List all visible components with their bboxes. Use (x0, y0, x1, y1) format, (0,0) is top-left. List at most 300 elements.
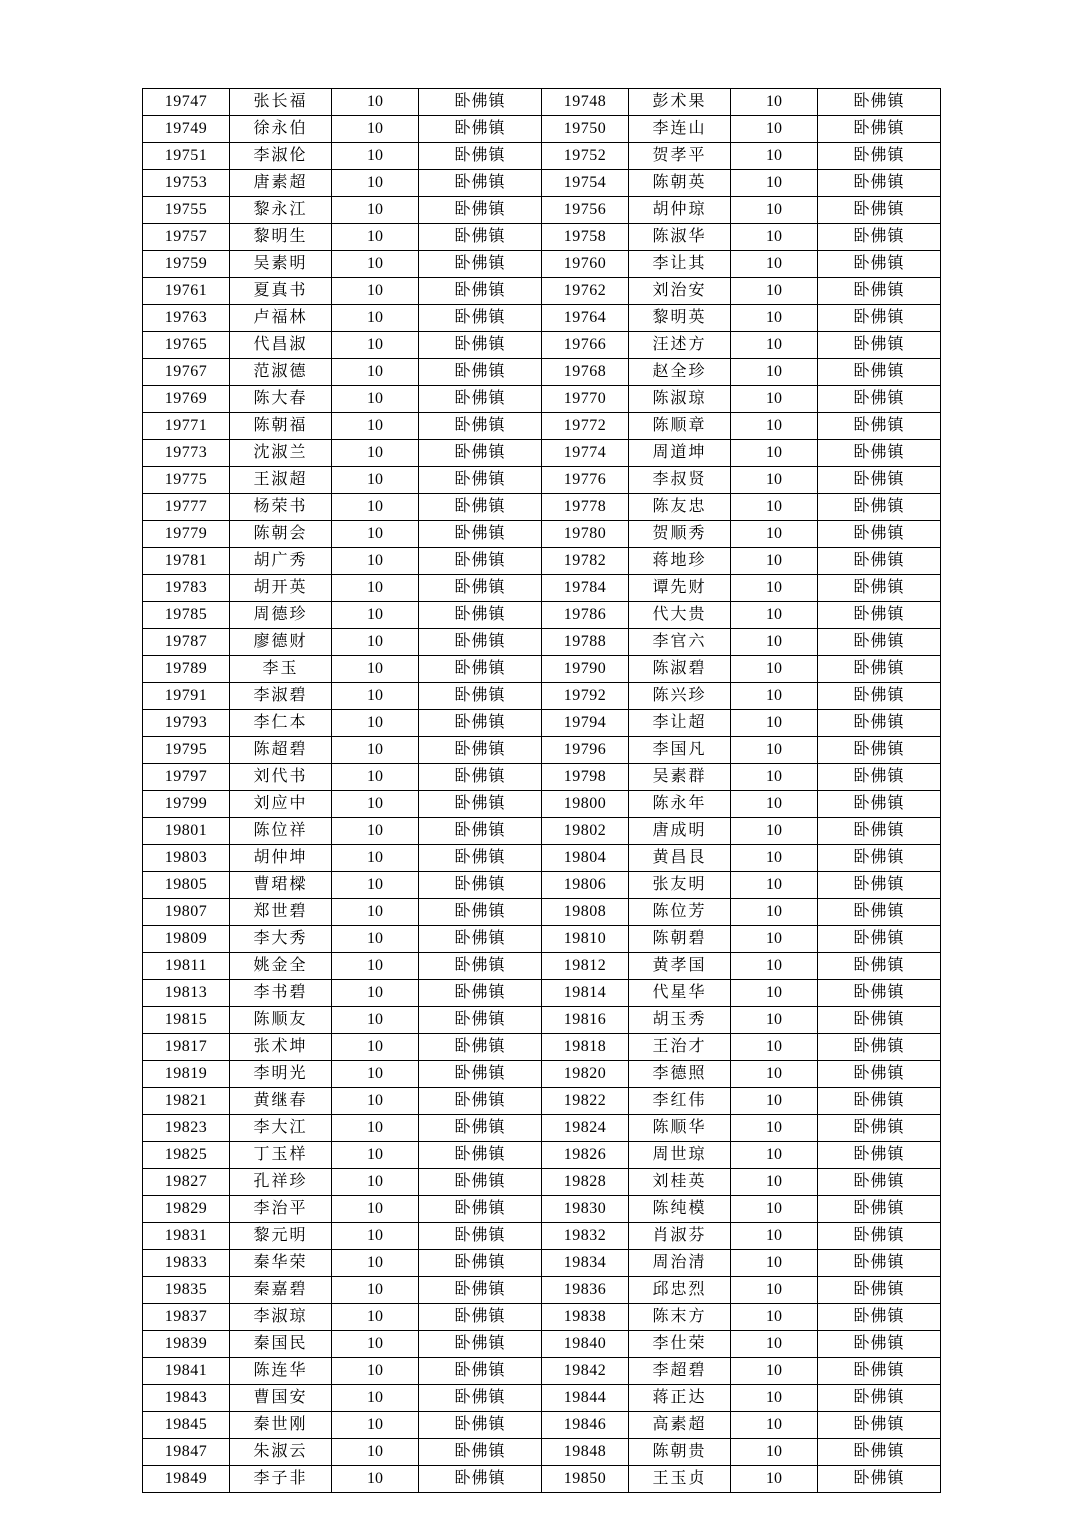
cell-town: 卧佛镇 (818, 143, 941, 170)
cell-id: 19848 (542, 1439, 629, 1466)
table-row (143, 1385, 941, 1412)
cell-name: 陈朝福 (230, 413, 332, 440)
cell-name: 李玉 (230, 656, 332, 683)
cell-id: 19828 (542, 1169, 629, 1196)
cell-name: 周德珍 (230, 602, 332, 629)
cell-id: 19782 (542, 548, 629, 575)
table-row (143, 845, 941, 872)
cell-id: 19766 (542, 332, 629, 359)
cell-quantity: 10 (332, 1412, 419, 1439)
table-row (143, 251, 941, 278)
cell-name: 张友明 (629, 872, 731, 899)
cell-id: 19843 (143, 1385, 230, 1412)
cell-quantity: 10 (731, 386, 818, 413)
table-row (143, 656, 941, 683)
cell-name: 陈朝会 (230, 521, 332, 548)
cell-town: 卧佛镇 (818, 521, 941, 548)
cell-name: 陈淑碧 (629, 656, 731, 683)
cell-quantity: 10 (731, 1169, 818, 1196)
cell-town: 卧佛镇 (419, 1223, 542, 1250)
cell-name: 杨荣书 (230, 494, 332, 521)
cell-id: 19837 (143, 1304, 230, 1331)
cell-id: 19850 (542, 1466, 629, 1493)
cell-id: 19758 (542, 224, 629, 251)
cell-quantity: 10 (731, 1250, 818, 1277)
cell-name: 高素超 (629, 1412, 731, 1439)
roster-table-body (143, 89, 941, 1493)
cell-town: 卧佛镇 (419, 845, 542, 872)
cell-town: 卧佛镇 (419, 575, 542, 602)
cell-quantity: 10 (731, 764, 818, 791)
cell-town: 卧佛镇 (818, 1304, 941, 1331)
cell-town: 卧佛镇 (419, 1412, 542, 1439)
table-row (143, 1358, 941, 1385)
cell-quantity: 10 (332, 278, 419, 305)
table-row (143, 737, 941, 764)
cell-name: 刘治安 (629, 278, 731, 305)
table-row (143, 899, 941, 926)
cell-name: 黎明生 (230, 224, 332, 251)
table-row (143, 1223, 941, 1250)
cell-id: 19771 (143, 413, 230, 440)
cell-town: 卧佛镇 (419, 359, 542, 386)
cell-quantity: 10 (332, 1061, 419, 1088)
cell-quantity: 10 (332, 818, 419, 845)
cell-name: 李大秀 (230, 926, 332, 953)
cell-name: 陈纯模 (629, 1196, 731, 1223)
cell-id: 19824 (542, 1115, 629, 1142)
cell-town: 卧佛镇 (818, 1385, 941, 1412)
cell-quantity: 10 (731, 1385, 818, 1412)
cell-town: 卧佛镇 (818, 116, 941, 143)
table-row (143, 1115, 941, 1142)
table-row (143, 1304, 941, 1331)
cell-town: 卧佛镇 (818, 1223, 941, 1250)
cell-name: 胡广秀 (230, 548, 332, 575)
cell-town: 卧佛镇 (419, 1169, 542, 1196)
table-row (143, 1142, 941, 1169)
cell-name: 吴素明 (230, 251, 332, 278)
cell-quantity: 10 (731, 143, 818, 170)
cell-quantity: 10 (731, 818, 818, 845)
cell-name: 陈兴珍 (629, 683, 731, 710)
cell-id: 19780 (542, 521, 629, 548)
cell-id: 19752 (542, 143, 629, 170)
cell-quantity: 10 (731, 197, 818, 224)
cell-quantity: 10 (731, 629, 818, 656)
cell-quantity: 10 (731, 791, 818, 818)
cell-name: 黄孝国 (629, 953, 731, 980)
cell-town: 卧佛镇 (818, 791, 941, 818)
cell-name: 徐永伯 (230, 116, 332, 143)
cell-quantity: 10 (731, 872, 818, 899)
cell-id: 19803 (143, 845, 230, 872)
cell-town: 卧佛镇 (419, 413, 542, 440)
cell-name: 陈淑琼 (629, 386, 731, 413)
cell-name: 刘代书 (230, 764, 332, 791)
cell-id: 19833 (143, 1250, 230, 1277)
cell-name: 周道坤 (629, 440, 731, 467)
cell-name: 李叔贤 (629, 467, 731, 494)
cell-town: 卧佛镇 (419, 1250, 542, 1277)
cell-name: 胡玉秀 (629, 1007, 731, 1034)
cell-id: 19797 (143, 764, 230, 791)
cell-quantity: 10 (731, 440, 818, 467)
cell-id: 19792 (542, 683, 629, 710)
cell-id: 19748 (542, 89, 629, 116)
cell-quantity: 10 (731, 1358, 818, 1385)
cell-id: 19750 (542, 116, 629, 143)
cell-name: 唐素超 (230, 170, 332, 197)
cell-name: 陈末方 (629, 1304, 731, 1331)
cell-quantity: 10 (731, 575, 818, 602)
table-row (143, 710, 941, 737)
cell-name: 秦世刚 (230, 1412, 332, 1439)
cell-id: 19749 (143, 116, 230, 143)
cell-quantity: 10 (731, 224, 818, 251)
cell-name: 陈朝贵 (629, 1439, 731, 1466)
cell-id: 19753 (143, 170, 230, 197)
cell-quantity: 10 (731, 1115, 818, 1142)
cell-id: 19768 (542, 359, 629, 386)
cell-id: 19765 (143, 332, 230, 359)
cell-id: 19845 (143, 1412, 230, 1439)
cell-quantity: 10 (332, 332, 419, 359)
cell-id: 19805 (143, 872, 230, 899)
table-row (143, 1007, 941, 1034)
cell-id: 19759 (143, 251, 230, 278)
cell-name: 王玉贞 (629, 1466, 731, 1493)
cell-quantity: 10 (731, 1223, 818, 1250)
table-row (143, 413, 941, 440)
cell-id: 19806 (542, 872, 629, 899)
cell-quantity: 10 (731, 170, 818, 197)
cell-quantity: 10 (332, 116, 419, 143)
cell-town: 卧佛镇 (818, 440, 941, 467)
cell-town: 卧佛镇 (818, 1115, 941, 1142)
cell-id: 19777 (143, 494, 230, 521)
table-row (143, 197, 941, 224)
cell-id: 19788 (542, 629, 629, 656)
cell-name: 丁玉样 (230, 1142, 332, 1169)
cell-quantity: 10 (731, 656, 818, 683)
cell-town: 卧佛镇 (818, 305, 941, 332)
cell-town: 卧佛镇 (419, 170, 542, 197)
cell-id: 19827 (143, 1169, 230, 1196)
cell-quantity: 10 (332, 1169, 419, 1196)
cell-quantity: 10 (332, 548, 419, 575)
cell-quantity: 10 (332, 1331, 419, 1358)
table-row (143, 278, 941, 305)
cell-id: 19769 (143, 386, 230, 413)
cell-quantity: 10 (332, 872, 419, 899)
cell-id: 19810 (542, 926, 629, 953)
cell-id: 19779 (143, 521, 230, 548)
cell-town: 卧佛镇 (419, 386, 542, 413)
cell-name: 卢福林 (230, 305, 332, 332)
cell-quantity: 10 (332, 413, 419, 440)
cell-name: 王淑超 (230, 467, 332, 494)
cell-id: 19846 (542, 1412, 629, 1439)
cell-town: 卧佛镇 (818, 710, 941, 737)
cell-id: 19772 (542, 413, 629, 440)
table-row (143, 629, 941, 656)
cell-quantity: 10 (332, 1034, 419, 1061)
cell-town: 卧佛镇 (419, 143, 542, 170)
cell-quantity: 10 (731, 1331, 818, 1358)
cell-name: 李治平 (230, 1196, 332, 1223)
table-row (143, 332, 941, 359)
cell-id: 19764 (542, 305, 629, 332)
table-row (143, 1169, 941, 1196)
cell-town: 卧佛镇 (419, 440, 542, 467)
cell-quantity: 10 (332, 791, 419, 818)
table-row (143, 1412, 941, 1439)
cell-quantity: 10 (731, 1412, 818, 1439)
cell-quantity: 10 (731, 1304, 818, 1331)
cell-town: 卧佛镇 (419, 1061, 542, 1088)
cell-id: 19784 (542, 575, 629, 602)
cell-name: 陈位芳 (629, 899, 731, 926)
cell-name: 李国凡 (629, 737, 731, 764)
table-row (143, 1034, 941, 1061)
cell-id: 19822 (542, 1088, 629, 1115)
cell-name: 刘应中 (230, 791, 332, 818)
cell-name: 黄继春 (230, 1088, 332, 1115)
cell-name: 李书碧 (230, 980, 332, 1007)
cell-town: 卧佛镇 (818, 845, 941, 872)
cell-id: 19791 (143, 683, 230, 710)
cell-town: 卧佛镇 (419, 899, 542, 926)
cell-quantity: 10 (332, 845, 419, 872)
cell-id: 19811 (143, 953, 230, 980)
cell-quantity: 10 (332, 467, 419, 494)
cell-quantity: 10 (332, 1277, 419, 1304)
cell-town: 卧佛镇 (419, 1142, 542, 1169)
cell-quantity: 10 (731, 359, 818, 386)
cell-town: 卧佛镇 (818, 629, 941, 656)
cell-town: 卧佛镇 (818, 737, 941, 764)
cell-quantity: 10 (731, 251, 818, 278)
cell-name: 代昌淑 (230, 332, 332, 359)
cell-name: 陈连华 (230, 1358, 332, 1385)
cell-name: 黄昌艮 (629, 845, 731, 872)
cell-town: 卧佛镇 (818, 1412, 941, 1439)
cell-town: 卧佛镇 (818, 1277, 941, 1304)
cell-id: 19801 (143, 818, 230, 845)
cell-id: 19844 (542, 1385, 629, 1412)
cell-quantity: 10 (731, 737, 818, 764)
cell-town: 卧佛镇 (818, 494, 941, 521)
cell-name: 蒋地珍 (629, 548, 731, 575)
cell-quantity: 10 (731, 1196, 818, 1223)
cell-id: 19836 (542, 1277, 629, 1304)
cell-name: 陈永年 (629, 791, 731, 818)
cell-id: 19839 (143, 1331, 230, 1358)
cell-quantity: 10 (332, 305, 419, 332)
cell-name: 郑世碧 (230, 899, 332, 926)
cell-name: 陈朝碧 (629, 926, 731, 953)
cell-quantity: 10 (332, 1142, 419, 1169)
cell-town: 卧佛镇 (419, 683, 542, 710)
cell-quantity: 10 (332, 1439, 419, 1466)
cell-town: 卧佛镇 (419, 1331, 542, 1358)
cell-quantity: 10 (731, 926, 818, 953)
cell-quantity: 10 (332, 494, 419, 521)
cell-quantity: 10 (731, 1277, 818, 1304)
cell-town: 卧佛镇 (818, 953, 941, 980)
cell-quantity: 10 (332, 1250, 419, 1277)
cell-name: 张术坤 (230, 1034, 332, 1061)
cell-town: 卧佛镇 (419, 494, 542, 521)
cell-town: 卧佛镇 (419, 710, 542, 737)
cell-id: 19755 (143, 197, 230, 224)
cell-quantity: 10 (332, 1358, 419, 1385)
cell-id: 19834 (542, 1250, 629, 1277)
cell-town: 卧佛镇 (818, 602, 941, 629)
table-row (143, 602, 941, 629)
cell-id: 19796 (542, 737, 629, 764)
cell-id: 19813 (143, 980, 230, 1007)
cell-name: 李红伟 (629, 1088, 731, 1115)
cell-name: 秦华荣 (230, 1250, 332, 1277)
cell-town: 卧佛镇 (419, 1304, 542, 1331)
cell-name: 李让超 (629, 710, 731, 737)
cell-id: 19807 (143, 899, 230, 926)
cell-id: 19817 (143, 1034, 230, 1061)
cell-id: 19747 (143, 89, 230, 116)
cell-id: 19785 (143, 602, 230, 629)
cell-town: 卧佛镇 (419, 1466, 542, 1493)
cell-name: 秦国民 (230, 1331, 332, 1358)
cell-id: 19830 (542, 1196, 629, 1223)
cell-id: 19819 (143, 1061, 230, 1088)
table-row (143, 764, 941, 791)
cell-name: 陈淑华 (629, 224, 731, 251)
cell-town: 卧佛镇 (419, 629, 542, 656)
cell-quantity: 10 (332, 143, 419, 170)
cell-name: 邱忠烈 (629, 1277, 731, 1304)
cell-name: 陈友忠 (629, 494, 731, 521)
cell-quantity: 10 (731, 710, 818, 737)
table-row (143, 683, 941, 710)
cell-town: 卧佛镇 (818, 1142, 941, 1169)
cell-name: 代大贵 (629, 602, 731, 629)
cell-name: 夏真书 (230, 278, 332, 305)
table-row (143, 1466, 941, 1493)
cell-quantity: 10 (332, 683, 419, 710)
cell-town: 卧佛镇 (419, 737, 542, 764)
cell-id: 19786 (542, 602, 629, 629)
cell-id: 19793 (143, 710, 230, 737)
cell-name: 赵全珍 (629, 359, 731, 386)
cell-quantity: 10 (731, 953, 818, 980)
cell-town: 卧佛镇 (818, 1196, 941, 1223)
cell-name: 李子非 (230, 1466, 332, 1493)
cell-name: 胡仲坤 (230, 845, 332, 872)
cell-quantity: 10 (332, 926, 419, 953)
cell-town: 卧佛镇 (419, 791, 542, 818)
cell-name: 彭术果 (629, 89, 731, 116)
cell-quantity: 10 (332, 629, 419, 656)
table-row (143, 926, 941, 953)
cell-quantity: 10 (731, 899, 818, 926)
cell-quantity: 10 (332, 602, 419, 629)
cell-town: 卧佛镇 (818, 1358, 941, 1385)
cell-town: 卧佛镇 (818, 224, 941, 251)
cell-id: 19795 (143, 737, 230, 764)
cell-town: 卧佛镇 (818, 1250, 941, 1277)
cell-town: 卧佛镇 (818, 278, 941, 305)
cell-name: 陈顺华 (629, 1115, 731, 1142)
table-row (143, 872, 941, 899)
table-row (143, 521, 941, 548)
cell-id: 19756 (542, 197, 629, 224)
cell-town: 卧佛镇 (419, 197, 542, 224)
cell-id: 19825 (143, 1142, 230, 1169)
cell-id: 19816 (542, 1007, 629, 1034)
cell-id: 19776 (542, 467, 629, 494)
cell-id: 19789 (143, 656, 230, 683)
table-row (143, 359, 941, 386)
cell-id: 19762 (542, 278, 629, 305)
cell-town: 卧佛镇 (818, 1466, 941, 1493)
table-row (143, 1439, 941, 1466)
cell-name: 刘桂英 (629, 1169, 731, 1196)
table-row (143, 89, 941, 116)
cell-id: 19761 (143, 278, 230, 305)
cell-quantity: 10 (731, 332, 818, 359)
cell-town: 卧佛镇 (818, 332, 941, 359)
cell-name: 孔祥珍 (230, 1169, 332, 1196)
cell-town: 卧佛镇 (818, 1439, 941, 1466)
cell-quantity: 10 (731, 548, 818, 575)
cell-id: 19763 (143, 305, 230, 332)
cell-quantity: 10 (731, 89, 818, 116)
cell-id: 19820 (542, 1061, 629, 1088)
cell-town: 卧佛镇 (818, 926, 941, 953)
cell-quantity: 10 (332, 1385, 419, 1412)
table-row (143, 386, 941, 413)
cell-town: 卧佛镇 (419, 1034, 542, 1061)
table-row (143, 1088, 941, 1115)
cell-town: 卧佛镇 (419, 1088, 542, 1115)
cell-town: 卧佛镇 (818, 1061, 941, 1088)
cell-quantity: 10 (731, 1007, 818, 1034)
cell-id: 19790 (542, 656, 629, 683)
cell-town: 卧佛镇 (419, 224, 542, 251)
table-row (143, 494, 941, 521)
cell-id: 19840 (542, 1331, 629, 1358)
cell-quantity: 10 (332, 575, 419, 602)
cell-town: 卧佛镇 (419, 251, 542, 278)
cell-quantity: 10 (332, 1196, 419, 1223)
table-row (143, 953, 941, 980)
cell-town: 卧佛镇 (419, 602, 542, 629)
cell-name: 唐成明 (629, 818, 731, 845)
cell-town: 卧佛镇 (818, 386, 941, 413)
cell-name: 李明光 (230, 1061, 332, 1088)
cell-name: 李仕荣 (629, 1331, 731, 1358)
cell-name: 陈大春 (230, 386, 332, 413)
cell-quantity: 10 (332, 1223, 419, 1250)
cell-town: 卧佛镇 (818, 656, 941, 683)
cell-name: 周治清 (629, 1250, 731, 1277)
cell-town: 卧佛镇 (419, 1277, 542, 1304)
cell-quantity: 10 (332, 89, 419, 116)
cell-quantity: 10 (332, 359, 419, 386)
table-row (143, 791, 941, 818)
